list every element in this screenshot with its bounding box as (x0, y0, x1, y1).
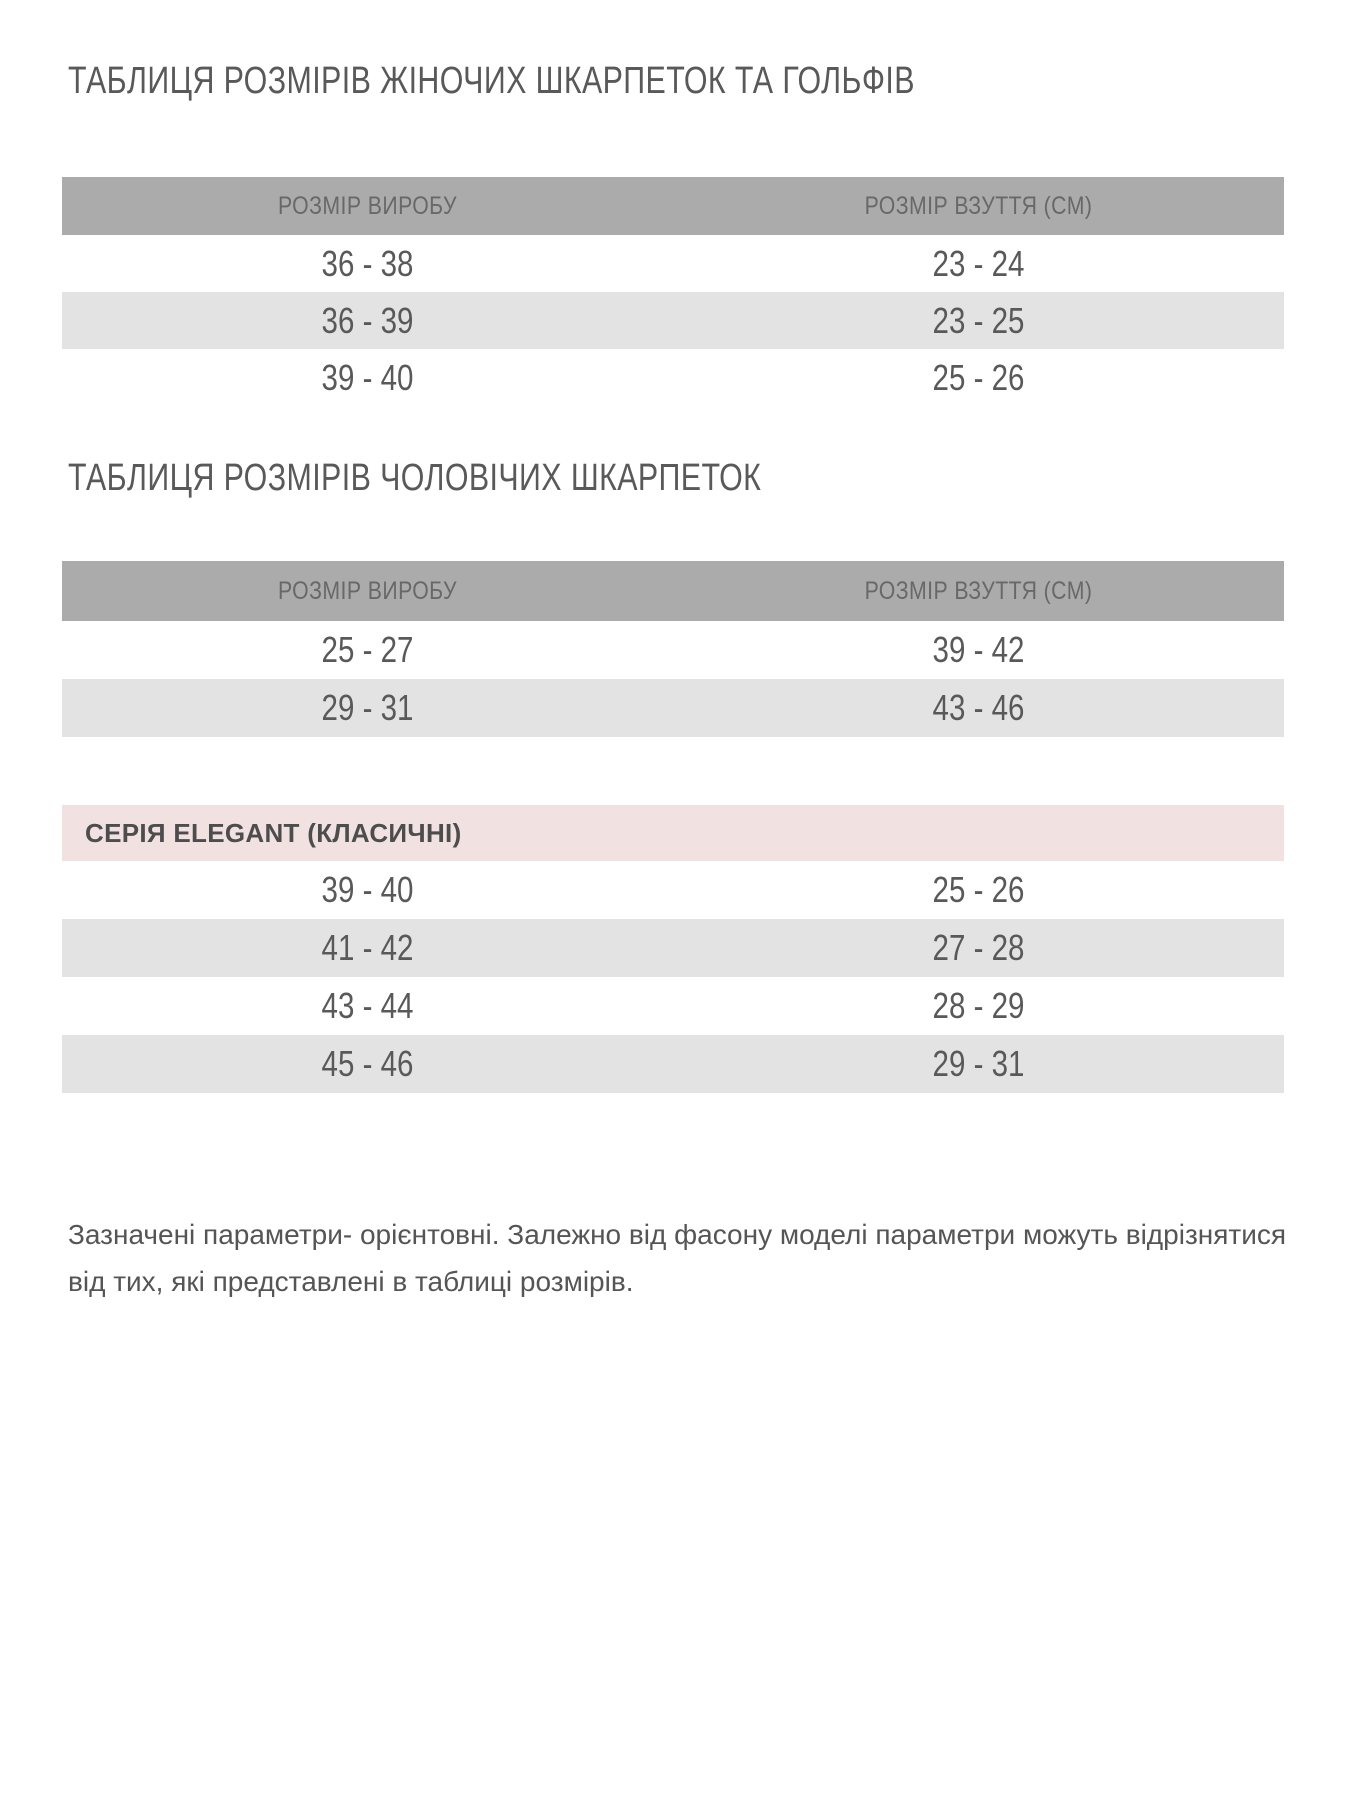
shoe-size-cell: 25 - 26 (932, 357, 1025, 398)
shoe-size-cell: 25 - 26 (932, 869, 1025, 910)
shoe-size-cell: 27 - 28 (932, 927, 1025, 968)
table-row (62, 679, 1284, 737)
shoe-size-cell: 23 - 25 (932, 300, 1025, 341)
product-size-cell: 39 - 40 (321, 869, 414, 910)
table-row (62, 861, 1284, 919)
header-cell-product-size: РОЗМІР ВИРОБУ (278, 192, 457, 220)
elegant-series-header: СЕРІЯ ELEGANT (КЛАСИЧНІ) (62, 805, 1284, 861)
table-row (62, 977, 1284, 1035)
product-size-cell: 25 - 27 (321, 629, 414, 670)
header-cell-product-size: РОЗМІР ВИРОБУ (278, 577, 457, 605)
header-cell-shoe-size: РОЗМІР ВЗУТТЯ (СМ) (864, 192, 1093, 220)
product-size-cell: 36 - 39 (321, 300, 414, 341)
women-sizes-table (62, 177, 1284, 406)
disclaimer-note: Зазначені параметри- орієнтовні. Залежно від фасону моделі параметри можуть відрізнятися від тих, які представлені в таблиці розмірів. (68, 1219, 1287, 1297)
shoe-size-cell: 23 - 24 (932, 243, 1025, 284)
shoe-size-cell: 39 - 42 (932, 629, 1025, 670)
table-row (62, 292, 1284, 349)
table-row (62, 919, 1284, 977)
women-table-header-row (62, 177, 1284, 235)
shoe-size-cell: 29 - 31 (932, 1043, 1025, 1084)
shoe-size-cell: 43 - 46 (932, 687, 1025, 728)
men-table-header-row (62, 561, 1284, 621)
product-size-cell: 45 - 46 (321, 1043, 414, 1084)
table-row (62, 1035, 1284, 1093)
men-sizes-title: ТАБЛИЦЯ РОЗМІРІВ ЧОЛОВІЧИХ ШКАРПЕТОК (68, 457, 762, 499)
table-row (62, 621, 1284, 679)
men-sizes-table (62, 561, 1284, 737)
product-size-cell: 29 - 31 (321, 687, 414, 728)
shoe-size-cell: 28 - 29 (932, 985, 1025, 1026)
product-size-cell: 41 - 42 (321, 927, 414, 968)
product-size-cell: 39 - 40 (321, 357, 414, 398)
table-row (62, 349, 1284, 406)
women-sizes-title: ТАБЛИЦЯ РОЗМІРІВ ЖІНОЧИХ ШКАРПЕТОК ТА ГОЛЬФІВ (68, 60, 915, 102)
product-size-cell: 43 - 44 (321, 985, 414, 1026)
product-size-cell: 36 - 38 (321, 243, 414, 284)
header-cell-shoe-size: РОЗМІР ВЗУТТЯ (СМ) (864, 577, 1093, 605)
elegant-series-table (62, 805, 1284, 1093)
table-row (62, 235, 1284, 292)
